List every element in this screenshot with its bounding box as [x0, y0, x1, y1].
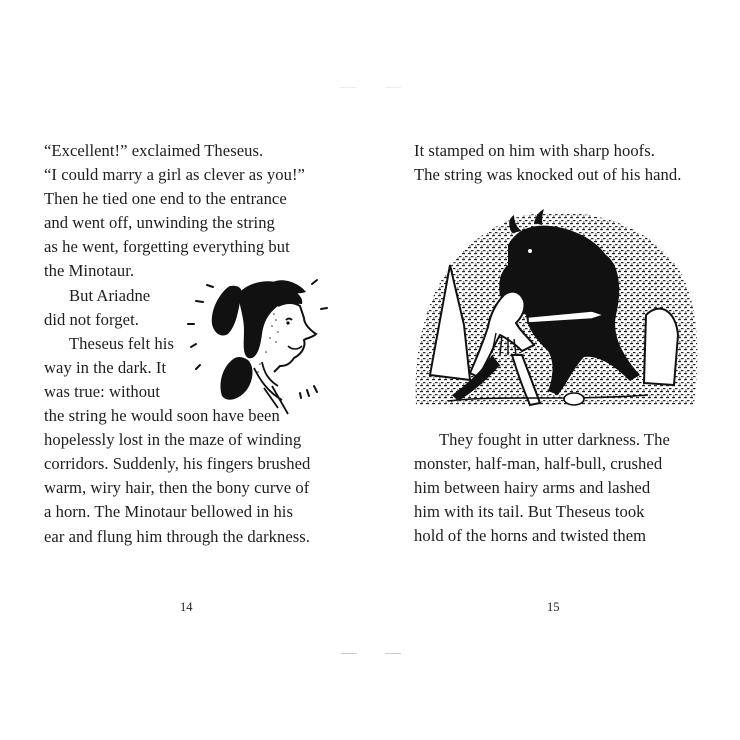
text-line: way in the dark. It — [44, 357, 167, 377]
text-line: The string was knocked out of his hand. — [414, 165, 682, 185]
text-line: They fought in utter darkness. The — [439, 430, 670, 449]
right-page-text-top — [414, 139, 681, 187]
page-number-left: 14 — [180, 600, 193, 614]
text-line: as he went, forgetting everything but — [44, 237, 290, 257]
text-line: warm, wiry hair, then the bony curve of — [44, 478, 310, 498]
text-line: corridors. Suddenly, his fingers brushed — [44, 454, 311, 474]
crop-mark-bottom-left — [341, 653, 357, 654]
text-line: hold of the horns and twisted them — [414, 526, 647, 546]
text-line: Theseus felt his — [69, 333, 174, 353]
text-line: But Ariadne — [69, 285, 151, 305]
text-line: It stamped on him with sharp hoofs. — [414, 141, 655, 160]
text-line: him between hairy arms and lashed — [414, 478, 651, 498]
text-line: the string he would soon have been — [44, 406, 280, 426]
text-line: ear and flung him through the darkness. — [44, 526, 310, 546]
text-line: Then he tied one end to the entrance — [44, 189, 287, 209]
crop-mark-bottom-right — [385, 653, 401, 654]
text-line: monster, half-man, half-bull, crushed — [414, 454, 663, 474]
right-page-text-bottom — [414, 428, 670, 548]
right-page — [370, 0, 740, 740]
text-line: was true: without — [44, 381, 161, 401]
text-line: “Excellent!” exclaimed Theseus. — [44, 141, 264, 160]
ariadne-portrait-icon — [182, 268, 332, 418]
text-line: him with its tail. But Theseus took — [414, 502, 645, 522]
text-line: did not forget. — [44, 309, 139, 329]
text-line: a horn. The Minotaur bellowed in his — [44, 502, 293, 522]
text-line: and went off, unwinding the string — [44, 213, 275, 233]
text-line: the Minotaur. — [44, 261, 135, 281]
text-line: hopelessly lost in the maze of winding — [44, 430, 302, 450]
page-number-right: 15 — [547, 600, 560, 614]
text-line: “I could marry a girl as clever as you!” — [44, 165, 305, 185]
theseus-minotaur-fight-icon — [408, 205, 703, 420]
